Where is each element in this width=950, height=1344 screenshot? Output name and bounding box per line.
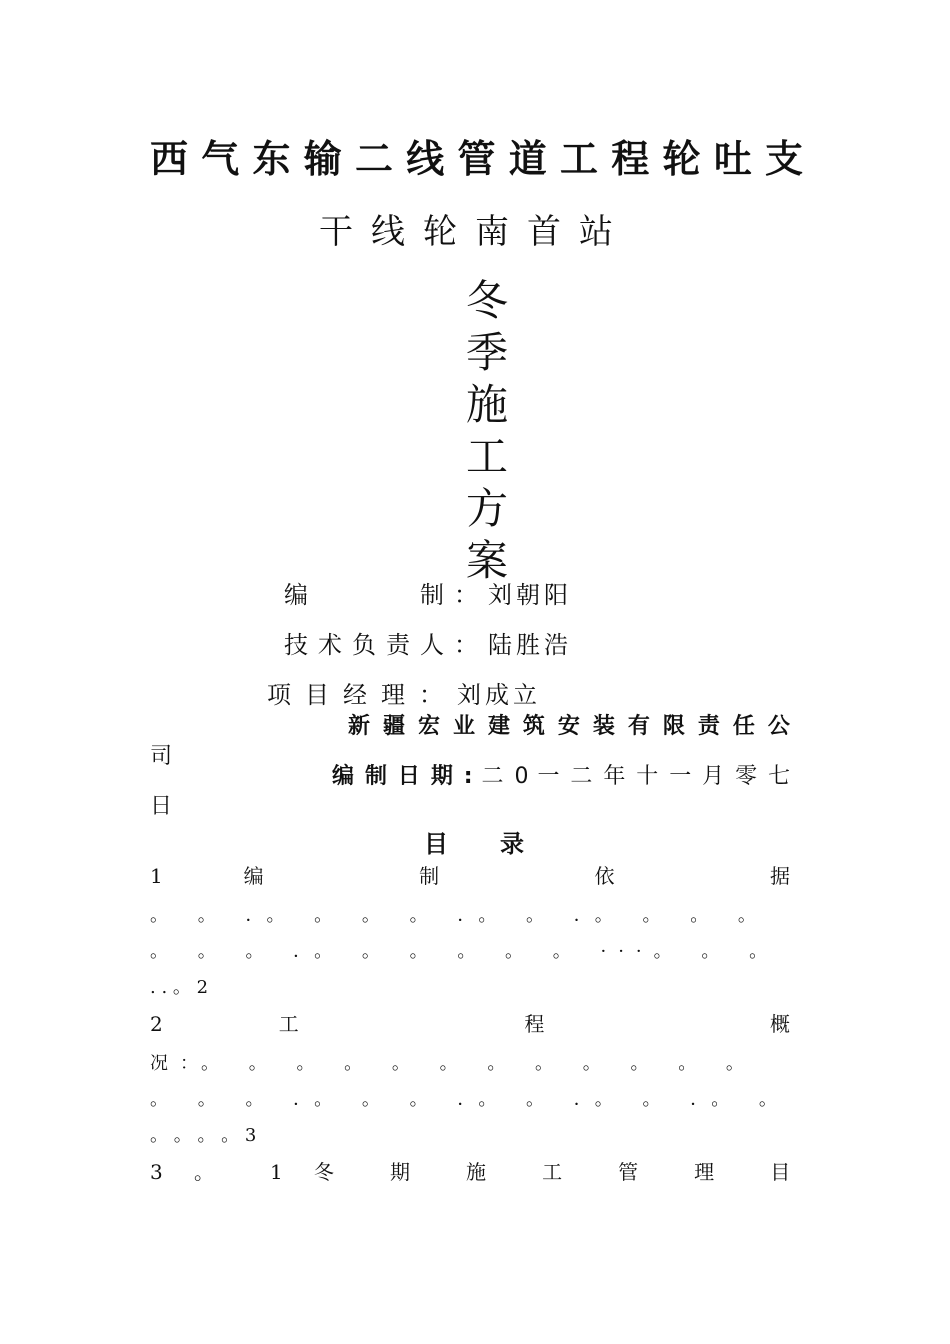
toc-leader: 。 。 。 ．。 。 。 ．。 。 ．。 。 ．。 。 xyxy=(150,1089,789,1110)
doc-type-char: 施 xyxy=(465,380,508,429)
compiler-name: 刘朝阳 xyxy=(488,581,572,609)
tech-lead-name: 陆胜浩 xyxy=(488,631,572,659)
compile-date: 编 制 日 期 : 二 0 一 二 年 十 一 月 零 七 日 xyxy=(150,764,791,819)
toc-page-ref: . . 。 2 xyxy=(150,977,209,998)
pm-name: 刘成立 xyxy=(457,681,541,709)
company-name: 新 疆 宏 业 建 筑 安 装 有 限 责 任 公 司 xyxy=(150,714,790,769)
toc-leader: 。 。 。 ．。 。 。 。 。 。 ···。 。 。 xyxy=(150,941,780,962)
tech-lead-label: 技术负责人： xyxy=(284,631,488,659)
title-line-1: 西 气 东 输 二 线 管 道 工 程 轮 吐 支 xyxy=(150,137,804,181)
toc-page-ref: 。 。 。 。 3 xyxy=(150,1125,257,1146)
doc-type-char: 冬 xyxy=(465,276,508,325)
toc-leader: 况：。 。 。 。 。 。 。 。 。 。 。 。 xyxy=(150,1053,756,1074)
doc-type-char: 工 xyxy=(465,432,508,481)
pm-line xyxy=(267,675,541,710)
doc-type-char: 方 xyxy=(465,484,508,533)
toc-heading: 目 录 xyxy=(424,830,526,858)
title-line-2: 干线轮南首站 xyxy=(319,212,631,252)
toc-item-2[interactable]: 2 工 程 概 况：。 。 。 。 。 。 。 。 。 。 。 。 。 。 。 ．。 。 。 ．。 。 ．。 。 ．。 。 。 。 。 。 3 xyxy=(150,1008,790,1154)
toc-leader: 。 。 ．。 。 。 。 ．。 。 ．。 。 。 。 xyxy=(150,905,768,926)
pm-label: 项目经理： xyxy=(267,681,457,709)
toc-item-1[interactable]: 1 编 制 依 据 。 。 ．。 。 。 。 ．。 。 ．。 。 。 。 。 。 。 ．。 。 。 。 。 。 ···。 。 。 . . 。 2 xyxy=(150,860,790,1006)
toc-item-3[interactable]: 3 。 1 冬 期 施 工 管 理 目 xyxy=(150,1160,790,1184)
compiler-label: 编 制： xyxy=(284,581,488,609)
compiler-line xyxy=(284,575,572,610)
doc-type-char: 季 xyxy=(465,328,508,377)
doc-type-char: 案 xyxy=(465,536,508,585)
tech-lead-line xyxy=(284,625,572,660)
